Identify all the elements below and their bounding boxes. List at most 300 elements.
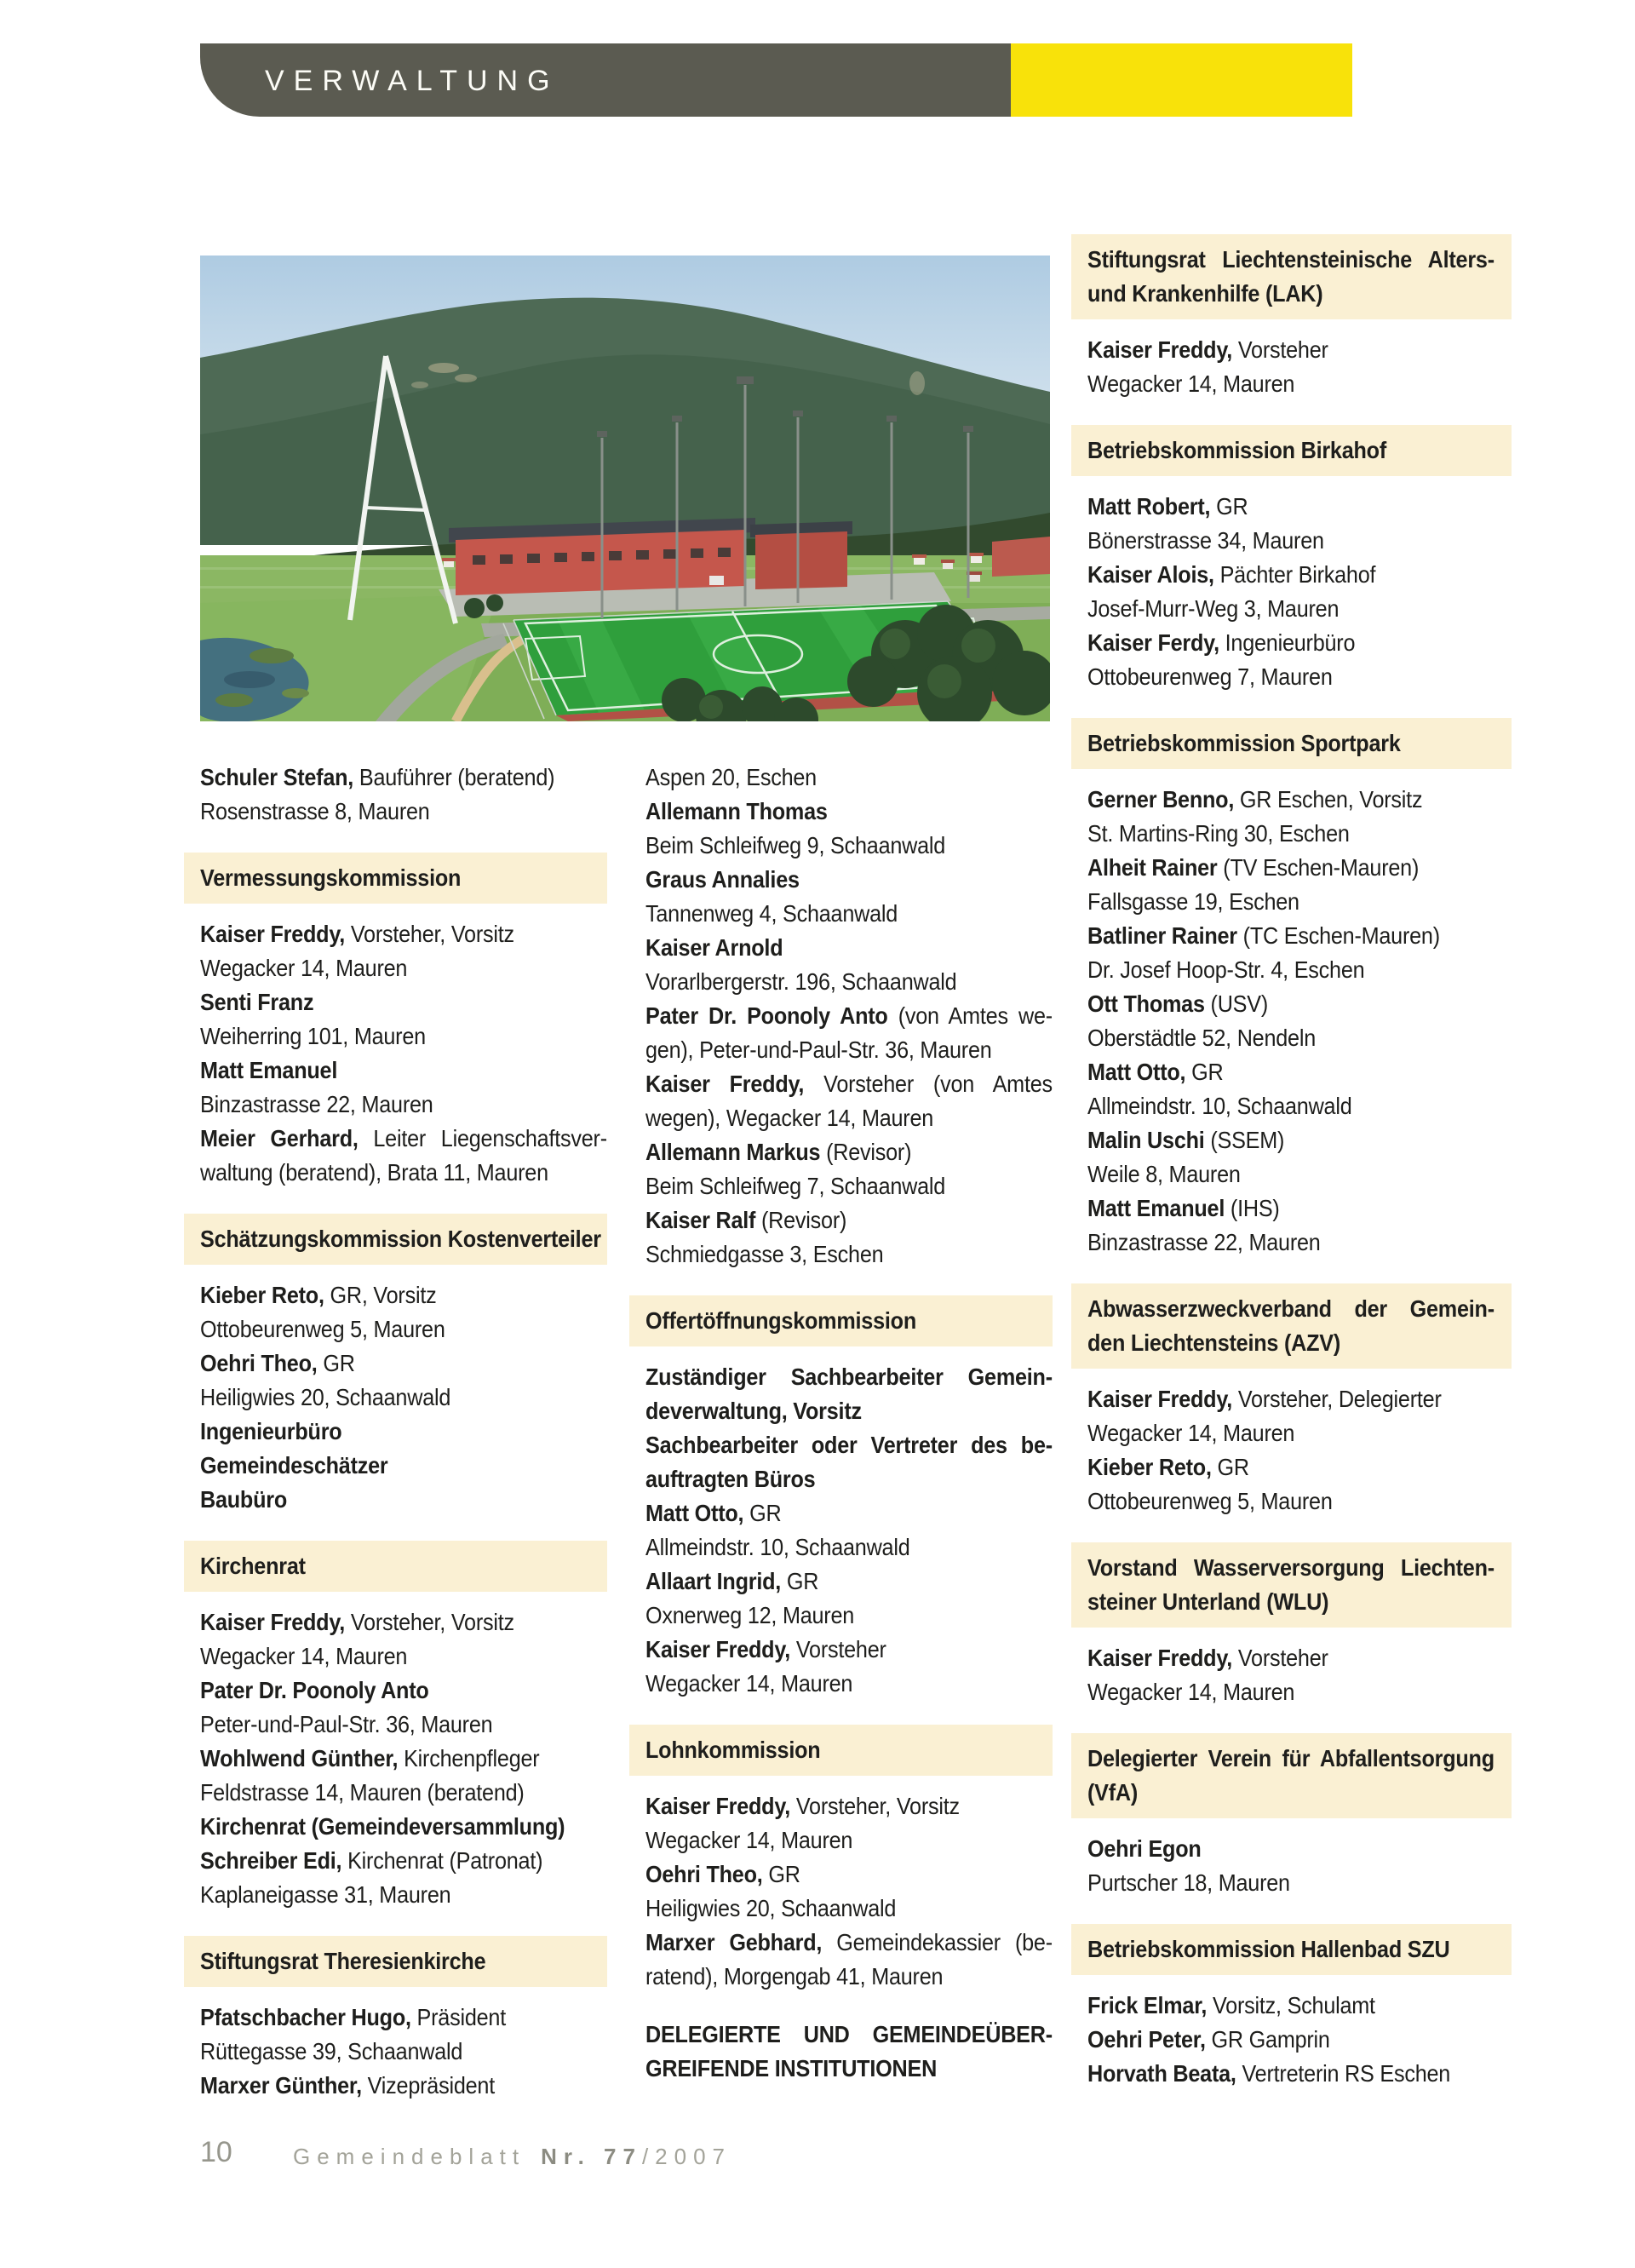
text-line bbox=[1087, 434, 1494, 468]
name-bold: Kaiser Freddy, bbox=[645, 1071, 805, 1097]
text-line bbox=[1087, 1021, 1494, 1055]
publication-name: Gemeindeblatt bbox=[293, 2144, 526, 2169]
text-line bbox=[1087, 524, 1494, 558]
name-bold: Kaiser Freddy, bbox=[200, 921, 346, 947]
name-bold: Offertöffnungskommission bbox=[645, 1307, 917, 1334]
section-heading bbox=[629, 1295, 1053, 1346]
text-line bbox=[645, 1789, 1053, 1823]
name-bold: Allemann Thomas bbox=[645, 798, 828, 824]
directory-entry bbox=[1087, 333, 1494, 401]
name-bold: Stiftungsrat Liechtensteinische Alters- bbox=[1087, 246, 1494, 273]
text-regular: Wegacker 14, Mauren bbox=[200, 1643, 408, 1669]
directory-entry bbox=[200, 1278, 607, 1517]
name-bold: Stiftungsrat Theresienkirche bbox=[200, 1948, 486, 1974]
text-regular: Oxnerweg 12, Mauren bbox=[645, 1602, 855, 1628]
text-line bbox=[200, 1944, 607, 1978]
section-heading bbox=[1071, 425, 1512, 476]
directory-entry bbox=[1087, 1641, 1494, 1709]
name-bold: Matt Otto, bbox=[645, 1500, 744, 1526]
text-line bbox=[645, 1462, 1053, 1496]
text-line bbox=[200, 1019, 607, 1054]
text-regular: Beim Schleifweg 7, Schaanwald bbox=[645, 1173, 946, 1199]
text-line bbox=[1087, 1157, 1494, 1191]
name-bold: GREIFENDE INSTITUTIONEN bbox=[645, 2055, 938, 2081]
name-bold: und Krankenhilfe (LAK) bbox=[1087, 280, 1323, 307]
name-bold: Senti Franz bbox=[200, 989, 314, 1015]
text-regular: (IHS) bbox=[1225, 1195, 1280, 1221]
name-bold: Schuler Stefan, bbox=[200, 764, 354, 790]
name-bold: Baubüro bbox=[200, 1486, 288, 1513]
text-regular: St. Martins-Ring 30, Eschen bbox=[1087, 820, 1350, 847]
text-regular: GR Eschen, Vorsitz bbox=[1234, 786, 1423, 812]
text-regular: GR Gamprin bbox=[1205, 2026, 1330, 2053]
text-line bbox=[645, 1237, 1053, 1272]
text-line bbox=[200, 1878, 607, 1912]
section-heading bbox=[1071, 718, 1512, 769]
text-line bbox=[1087, 1866, 1494, 1900]
text-regular: Bauführer (beratend) bbox=[353, 764, 555, 790]
text-regular: Weiherring 101, Mauren bbox=[200, 1023, 426, 1049]
section-heading bbox=[184, 1936, 607, 1987]
name-bold: Ingenieurbüro bbox=[200, 1418, 342, 1444]
text-line bbox=[200, 985, 607, 1019]
text-line bbox=[1087, 726, 1494, 761]
text-line bbox=[645, 1428, 1053, 1462]
text-regular: Allmeindstr. 10, Schaanwald bbox=[645, 1534, 910, 1560]
text-line bbox=[645, 965, 1053, 999]
text-line bbox=[1087, 1226, 1494, 1260]
text-line bbox=[1087, 1416, 1494, 1450]
text-line bbox=[645, 2018, 1053, 2052]
text-line bbox=[200, 1278, 607, 1312]
text-line bbox=[645, 1823, 1053, 1857]
issue-year: /2007 bbox=[641, 2144, 732, 2169]
text-line bbox=[1087, 558, 1494, 592]
text-line bbox=[645, 1565, 1053, 1599]
text-regular: Oberstädtle 52, Nendeln bbox=[1087, 1025, 1317, 1051]
name-bold: Alheit Rainer bbox=[1087, 854, 1218, 881]
text-regular: Vorsteher bbox=[1232, 1645, 1328, 1671]
text-regular: (SSEM) bbox=[1204, 1127, 1285, 1153]
name-bold: Schätzungskommission Kostenverteiler bbox=[200, 1226, 601, 1252]
text-regular: Aspen 20, Eschen bbox=[645, 764, 817, 790]
text-line bbox=[200, 1054, 607, 1088]
name-bold: DELEGIERTE UND GEMEINDEÜBER- bbox=[645, 2021, 1053, 2047]
text-line bbox=[645, 931, 1053, 965]
text-line bbox=[1087, 1326, 1494, 1360]
section-title-caps bbox=[645, 2018, 1053, 2086]
name-bold: Matt Emanuel bbox=[1087, 1195, 1225, 1221]
name-bold: Kaiser Freddy, bbox=[645, 1636, 791, 1662]
text-line bbox=[1087, 1484, 1494, 1519]
text-regular: GR bbox=[1211, 1454, 1249, 1480]
text-regular: GR bbox=[743, 1500, 782, 1526]
name-bold: Kirchenrat (Gemeindeversammlung) bbox=[200, 1813, 565, 1840]
text-regular: Wegacker 14, Mauren bbox=[645, 1827, 853, 1853]
text-line bbox=[1087, 592, 1494, 626]
text-line bbox=[645, 1169, 1053, 1203]
text-line bbox=[1087, 1585, 1494, 1619]
name-bold: Matt Otto, bbox=[1087, 1059, 1186, 1085]
text-line bbox=[1087, 851, 1494, 885]
text-line bbox=[645, 1599, 1053, 1633]
text-line bbox=[1087, 885, 1494, 919]
text-regular: Vertreterin RS Eschen bbox=[1236, 2060, 1451, 2087]
text-regular: Pächter Birkahof bbox=[1213, 561, 1376, 588]
name-bold: Ott Thomas bbox=[1087, 990, 1205, 1017]
name-bold: Pfatschbacher Hugo, bbox=[200, 2004, 411, 2030]
text-regular: Vorsteher, Vorsitz bbox=[790, 1793, 960, 1819]
name-bold: (VfA) bbox=[1087, 1779, 1139, 1806]
text-regular: Ottobeurenweg 7, Mauren bbox=[1087, 663, 1333, 690]
name-bold: den Liechtensteins (AZV) bbox=[1087, 1329, 1341, 1356]
text-line bbox=[1087, 919, 1494, 953]
text-regular: Vorsteher bbox=[1232, 336, 1328, 363]
name-bold: Gemeindeschätzer bbox=[200, 1452, 388, 1479]
name-bold: Vorstand Wasserversorgung Liechten- bbox=[1087, 1554, 1494, 1581]
text-regular: Kirchenrat (Patronat) bbox=[341, 1847, 543, 1874]
name-bold: Betriebskommission Sportpark bbox=[1087, 730, 1401, 756]
directory-entry bbox=[1087, 1989, 1494, 2091]
text-regular: GR bbox=[1210, 493, 1248, 520]
name-bold: Kaiser Freddy, bbox=[1087, 336, 1233, 363]
text-regular: Rüttegasse 39, Schaanwald bbox=[200, 2038, 463, 2064]
text-regular: gen), Peter-und-Paul-Str. 36, Mauren bbox=[645, 1036, 992, 1063]
directory-entry bbox=[645, 1789, 1053, 1994]
text-line bbox=[1087, 1832, 1494, 1866]
text-regular: Feldstrasse 14, Mauren (beratend) bbox=[200, 1779, 525, 1806]
text-line bbox=[1087, 1450, 1494, 1484]
text-regular: Kaplaneigasse 31, Mauren bbox=[200, 1881, 451, 1908]
text-regular: Kirchenpfleger bbox=[398, 1745, 540, 1771]
text-line bbox=[200, 1708, 607, 1742]
text-line bbox=[645, 897, 1053, 931]
section-heading bbox=[1071, 1542, 1512, 1628]
text-regular: Dr. Josef Hoop-Str. 4, Eschen bbox=[1087, 956, 1365, 983]
text-regular: Wegacker 14, Mauren bbox=[1087, 1420, 1295, 1446]
text-line bbox=[200, 1605, 607, 1639]
text-line bbox=[200, 1156, 607, 1190]
name-bold: auftragten Büros bbox=[645, 1466, 816, 1492]
text-line bbox=[1087, 1055, 1494, 1089]
text-line bbox=[1087, 1382, 1494, 1416]
text-line bbox=[200, 761, 607, 795]
section-heading bbox=[1071, 1924, 1512, 1975]
text-line bbox=[1087, 2023, 1494, 2057]
directory-entry bbox=[645, 761, 1053, 1272]
name-bold: Pater Dr. Poonoly Anto bbox=[645, 1002, 888, 1029]
name-bold: Graus Annalies bbox=[645, 866, 800, 893]
text-line bbox=[645, 1360, 1053, 1394]
text-line bbox=[1087, 333, 1494, 367]
text-line bbox=[200, 2001, 607, 2035]
directory-entry bbox=[200, 1605, 607, 1912]
text-line bbox=[1087, 953, 1494, 987]
name-bold: Betriebskommission Birkahof bbox=[1087, 437, 1387, 463]
sportpark-aerial-photo bbox=[200, 256, 1050, 721]
text-regular: Josef-Murr-Weg 3, Mauren bbox=[1087, 595, 1340, 622]
text-regular: Weile 8, Mauren bbox=[1087, 1161, 1241, 1187]
text-line bbox=[1087, 783, 1494, 817]
text-line bbox=[645, 1101, 1053, 1135]
text-regular: GR bbox=[1185, 1059, 1224, 1085]
text-regular: Wegacker 14, Mauren bbox=[1087, 1679, 1295, 1705]
text-regular: Allmeindstr. 10, Schaanwald bbox=[1087, 1093, 1352, 1119]
text-line bbox=[1087, 1932, 1494, 1967]
text-regular: Vorsitz, Schulamt bbox=[1207, 1992, 1375, 2018]
text-line bbox=[200, 1088, 607, 1122]
text-regular: GR bbox=[317, 1350, 355, 1376]
name-bold: Horvath Beata, bbox=[1087, 2060, 1236, 2087]
text-regular: Leiter Liegenschaftsver- bbox=[358, 1125, 607, 1151]
directory-entry bbox=[200, 917, 607, 1190]
text-line bbox=[200, 1639, 607, 1674]
text-regular: Tannenweg 4, Schaanwald bbox=[645, 900, 898, 927]
text-line bbox=[1087, 2057, 1494, 2091]
text-line bbox=[645, 999, 1053, 1033]
text-regular: (Revisor) bbox=[755, 1207, 847, 1233]
name-bold: Batliner Rainer bbox=[1087, 922, 1237, 949]
text-line bbox=[1087, 987, 1494, 1021]
text-line bbox=[200, 1844, 607, 1878]
accent-yellow-block bbox=[1011, 43, 1352, 117]
text-line bbox=[645, 1496, 1053, 1530]
directory-entry bbox=[200, 761, 607, 829]
text-regular: Vorsteher (von Amtes bbox=[804, 1071, 1053, 1097]
text-regular: Gemeindekassier (be- bbox=[822, 1929, 1053, 1955]
section-heading bbox=[1071, 234, 1512, 319]
text-line bbox=[645, 1892, 1053, 1926]
text-line bbox=[645, 829, 1053, 863]
text-line bbox=[645, 1960, 1053, 1994]
name-bold: Betriebskommission Hallenbad SZU bbox=[1087, 1936, 1450, 1962]
directory-entry bbox=[1087, 1832, 1494, 1900]
text-line bbox=[1087, 1641, 1494, 1675]
text-regular: Vorsteher, Vorsitz bbox=[345, 921, 514, 947]
name-bold: Kaiser Freddy, bbox=[1087, 1645, 1233, 1671]
text-line bbox=[200, 861, 607, 895]
name-bold: Kieber Reto, bbox=[1087, 1454, 1212, 1480]
text-regular: Wegacker 14, Mauren bbox=[200, 955, 408, 981]
section-heading bbox=[1071, 1733, 1512, 1818]
text-line bbox=[200, 2035, 607, 2069]
directory-column-2 bbox=[645, 761, 1053, 2086]
text-line bbox=[645, 1857, 1053, 1892]
issue-number: Nr. 77 bbox=[541, 2144, 642, 2169]
text-line bbox=[1087, 1191, 1494, 1226]
text-regular: Heiligwies 20, Schaanwald bbox=[200, 1384, 451, 1410]
text-regular: Vorsteher bbox=[790, 1636, 886, 1662]
name-bold: Sachbearbeiter oder Vertreter des be- bbox=[645, 1432, 1053, 1458]
text-regular: Beim Schleifweg 9, Schaanwald bbox=[645, 832, 946, 858]
directory-entry bbox=[1087, 1382, 1494, 1519]
name-bold: Malin Uschi bbox=[1087, 1127, 1205, 1153]
name-bold: Kaiser Alois, bbox=[1087, 561, 1214, 588]
text-line bbox=[200, 1742, 607, 1776]
text-line bbox=[200, 1449, 607, 1483]
text-regular: Binzastrasse 22, Mauren bbox=[200, 1091, 433, 1117]
text-line bbox=[645, 1633, 1053, 1667]
text-line bbox=[1087, 1292, 1494, 1326]
text-regular: Ottobeurenweg 5, Mauren bbox=[200, 1316, 445, 1342]
text-line bbox=[645, 2052, 1053, 2086]
text-regular: Peter-und-Paul-Str. 36, Mauren bbox=[200, 1711, 493, 1737]
section-heading bbox=[1071, 1283, 1512, 1369]
name-bold: Gerner Benno, bbox=[1087, 786, 1235, 812]
text-regular: Vizepräsident bbox=[361, 2072, 495, 2099]
text-regular: waltung (beratend), Brata 11, Mauren bbox=[200, 1159, 548, 1186]
text-line bbox=[1087, 490, 1494, 524]
name-bold: deverwaltung, Vorsitz bbox=[645, 1398, 862, 1424]
text-line bbox=[1087, 1551, 1494, 1585]
text-regular: Purtscher 18, Mauren bbox=[1087, 1869, 1290, 1896]
text-line bbox=[1087, 1989, 1494, 2023]
directory-entry bbox=[200, 2001, 607, 2103]
name-bold: Matt Robert, bbox=[1087, 493, 1211, 520]
name-bold: Wohlwend Günther, bbox=[200, 1745, 399, 1771]
text-line bbox=[200, 1483, 607, 1517]
text-line bbox=[1087, 626, 1494, 660]
name-bold: Marxer Gebhard, bbox=[645, 1929, 823, 1955]
text-regular: (von Amtes we- bbox=[887, 1002, 1053, 1029]
text-line bbox=[645, 1304, 1053, 1338]
text-regular: Rosenstrasse 8, Mauren bbox=[200, 798, 430, 824]
text-line bbox=[645, 1667, 1053, 1701]
name-bold: Zuständiger Sachbearbeiter Gemein- bbox=[645, 1364, 1053, 1390]
name-bold: Delegierter Verein für Abfallentsorgung bbox=[1087, 1745, 1494, 1771]
text-line bbox=[1087, 1089, 1494, 1123]
name-bold: Oehri Theo, bbox=[645, 1861, 763, 1887]
name-bold: Oehri Peter, bbox=[1087, 2026, 1206, 2053]
text-regular: Bönerstrasse 34, Mauren bbox=[1087, 527, 1324, 554]
text-line bbox=[200, 1381, 607, 1415]
text-regular: Vorsteher, Delegierter bbox=[1232, 1386, 1442, 1412]
text-line bbox=[200, 1549, 607, 1583]
name-bold: Kaiser Ralf bbox=[645, 1207, 756, 1233]
page-number: 10 bbox=[200, 2136, 232, 2168]
text-line bbox=[645, 1033, 1053, 1067]
directory-entry bbox=[645, 1360, 1053, 1701]
directory-entry bbox=[1087, 783, 1494, 1260]
section-header-bar bbox=[200, 43, 1011, 117]
text-line bbox=[200, 1122, 607, 1156]
text-line bbox=[645, 863, 1053, 897]
text-line bbox=[1087, 660, 1494, 694]
text-regular: Schmiedgasse 3, Eschen bbox=[645, 1241, 884, 1267]
text-line bbox=[200, 917, 607, 951]
name-bold: steiner Unterland (WLU) bbox=[1087, 1588, 1329, 1615]
text-regular: GR bbox=[781, 1568, 819, 1594]
text-regular: Vorsteher, Vorsitz bbox=[345, 1609, 514, 1635]
section-heading bbox=[184, 853, 607, 904]
text-regular: Fallsgasse 19, Eschen bbox=[1087, 888, 1299, 915]
text-regular: Wegacker 14, Mauren bbox=[645, 1670, 853, 1697]
text-line bbox=[645, 1394, 1053, 1428]
name-bold: Kaiser Freddy, bbox=[645, 1793, 791, 1819]
text-line bbox=[200, 1222, 607, 1256]
name-bold: Kaiser Freddy, bbox=[1087, 1386, 1233, 1412]
text-line bbox=[645, 1530, 1053, 1565]
section-heading bbox=[184, 1214, 607, 1265]
text-line bbox=[645, 1135, 1053, 1169]
text-line bbox=[1087, 1675, 1494, 1709]
text-line bbox=[645, 1733, 1053, 1767]
text-regular: Vorarlbergerstr. 196, Schaanwald bbox=[645, 968, 957, 995]
text-regular: Ottobeurenweg 5, Mauren bbox=[1087, 1488, 1333, 1514]
text-regular: Ingenieurbüro bbox=[1219, 629, 1356, 656]
text-line bbox=[1087, 243, 1494, 277]
text-line bbox=[1087, 817, 1494, 851]
text-line bbox=[200, 1415, 607, 1449]
name-bold: Kaiser Arnold bbox=[645, 934, 783, 961]
name-bold: Allaart Ingrid, bbox=[645, 1568, 782, 1594]
text-regular: (Revisor) bbox=[820, 1139, 912, 1165]
text-regular: Heiligwies 20, Schaanwald bbox=[645, 1895, 897, 1921]
text-line bbox=[200, 951, 607, 985]
name-bold: Schreiber Edi, bbox=[200, 1847, 342, 1874]
text-line bbox=[1087, 367, 1494, 401]
text-line bbox=[1087, 1742, 1494, 1776]
text-line bbox=[200, 1674, 607, 1708]
text-regular: Binzastrasse 22, Mauren bbox=[1087, 1229, 1321, 1255]
name-bold: Abwasserzweckverband der Gemein- bbox=[1087, 1295, 1494, 1322]
text-line bbox=[200, 795, 607, 829]
text-line bbox=[645, 795, 1053, 829]
name-bold: Kirchenrat bbox=[200, 1553, 306, 1579]
text-line bbox=[200, 2069, 607, 2103]
text-regular: ratend), Morgengab 41, Mauren bbox=[645, 1963, 944, 1990]
text-regular: Präsident bbox=[410, 2004, 507, 2030]
text-regular: GR, Vorsitz bbox=[324, 1282, 437, 1308]
text-line bbox=[200, 1776, 607, 1810]
text-regular: (TC Eschen-Mauren) bbox=[1236, 922, 1440, 949]
text-line bbox=[645, 1067, 1053, 1101]
section-title: VERWALTUNG bbox=[265, 65, 559, 97]
text-line bbox=[645, 1203, 1053, 1237]
text-line bbox=[645, 1926, 1053, 1960]
name-bold: Pater Dr. Poonoly Anto bbox=[200, 1677, 429, 1703]
text-line bbox=[1087, 1123, 1494, 1157]
text-line bbox=[645, 761, 1053, 795]
text-line bbox=[200, 1810, 607, 1844]
name-bold: Allemann Markus bbox=[645, 1139, 821, 1165]
text-line bbox=[1087, 277, 1494, 311]
text-line bbox=[1087, 1776, 1494, 1810]
name-bold: Marxer Günther, bbox=[200, 2072, 362, 2099]
name-bold: Oehri Egon bbox=[1087, 1835, 1202, 1862]
text-regular: (TV Eschen-Mauren) bbox=[1217, 854, 1420, 881]
text-regular: GR bbox=[762, 1861, 800, 1887]
text-regular: wegen), Wegacker 14, Mauren bbox=[645, 1105, 934, 1131]
name-bold: Oehri Theo, bbox=[200, 1350, 318, 1376]
name-bold: Meier Gerhard, bbox=[200, 1125, 359, 1151]
name-bold: Kaiser Ferdy, bbox=[1087, 629, 1219, 656]
name-bold: Frick Elmar, bbox=[1087, 1992, 1208, 2018]
text-line bbox=[200, 1312, 607, 1346]
directory-column-3 bbox=[1087, 234, 1494, 2091]
section-heading bbox=[629, 1725, 1053, 1776]
name-bold: Matt Emanuel bbox=[200, 1057, 338, 1083]
name-bold: Vermessungskommission bbox=[200, 864, 462, 891]
text-regular: (USV) bbox=[1204, 990, 1269, 1017]
directory-entry bbox=[1087, 490, 1494, 694]
directory-column-1 bbox=[200, 761, 607, 2103]
name-bold: Kaiser Freddy, bbox=[200, 1609, 346, 1635]
name-bold: Lohnkommission bbox=[645, 1737, 821, 1763]
name-bold: Kieber Reto, bbox=[200, 1282, 324, 1308]
text-line bbox=[200, 1346, 607, 1381]
page-footer-publication bbox=[293, 2144, 731, 2170]
